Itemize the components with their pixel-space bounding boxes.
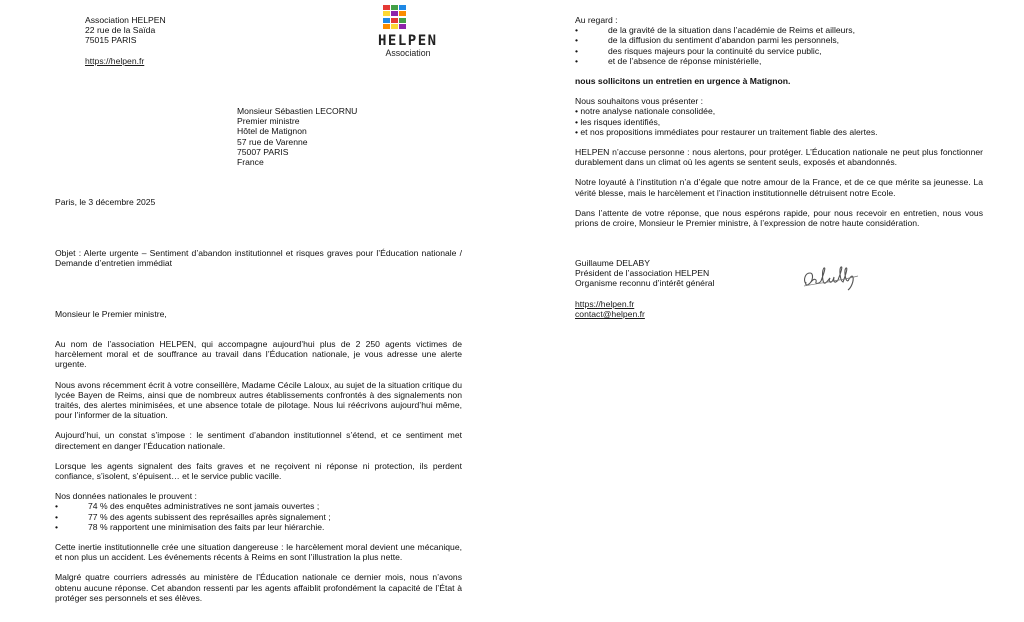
recipient-line: 57 rue de Varenne — [237, 136, 308, 147]
regard-text: de la diffusion du sentiment d’abandon parmi les personnels, — [608, 35, 840, 46]
recipient-address — [237, 106, 357, 167]
signatory-website-link[interactable]: https://helpen.fr — [575, 298, 635, 309]
stat-list-item — [55, 501, 462, 511]
sender-street: 22 rue de la Saïda — [85, 25, 156, 36]
handwritten-signature — [800, 264, 862, 292]
signatory-status: Organisme reconnu d’intérêt général — [575, 278, 715, 289]
regard-list-item — [575, 56, 983, 66]
letter-body-left — [55, 339, 462, 603]
bullet: • — [55, 501, 59, 512]
regard-intro: Au regard : — [575, 15, 618, 25]
stat-list-item — [55, 512, 462, 522]
regard-text: de la gravité de la situation dans l’académie de Reims et ailleurs, — [608, 25, 855, 36]
stat-text: 74 % des enquêtes administratives ne sont jamais ouvertes ; — [88, 501, 320, 512]
regard-list-item — [575, 35, 983, 45]
bullet: • — [55, 521, 59, 532]
helpen-logo — [378, 4, 442, 58]
bullet: • — [575, 35, 579, 46]
bullet: • — [575, 55, 579, 66]
logo-subtitle: Association — [385, 48, 431, 58]
logo-title: HELPEN — [378, 33, 438, 49]
present-list-item: • les risques identifiés, — [575, 116, 661, 127]
salutation: Monsieur le Premier ministre, — [55, 309, 167, 319]
sender-city: 75015 PARIS — [85, 35, 137, 46]
body-paragraph: HELPEN n’accuse personne : nous alertons, pour protéger. L’Éducation nationale ne peut plus fonctionner durablement dans un climat où les agents se sentent seuls, exposés et abandonnés. — [575, 146, 983, 168]
regard-list-item — [575, 25, 983, 35]
stat-text: 78 % rapportent une minimisation des faits par leur hiérarchie. — [88, 521, 325, 532]
signatory-name: Guillaume DELABY — [575, 258, 650, 268]
letter-body-right — [575, 15, 983, 228]
body-paragraph: Au nom de l’association HELPEN, qui accompagne aujourd’hui plus de 2 250 agents victimes de harcèlement moral et de souffrance au travail dans l’Éducation nationale, je vous adresse une alerte urgente. — [55, 339, 462, 370]
stat-list-item — [55, 522, 462, 532]
bullet: • — [55, 511, 59, 522]
logo-mark-icon — [382, 4, 408, 30]
recipient-line: France — [237, 157, 264, 168]
sender-website-link[interactable]: https://helpen.fr — [85, 55, 145, 66]
body-paragraph: Cette inertie institutionnelle crée une situation dangereuse : le harcèlement moral devient une mécanique, et non plus un accident. Les événements récents à Reims en sont l’illustration la plus nette. — [55, 542, 462, 563]
recipient-line: 75007 PARIS — [237, 146, 289, 157]
bullet: • — [575, 25, 579, 36]
body-paragraph: Aujourd’hui, un constat s’impose : le sentiment d’abandon institutionnel s’étend, et ce sentiment met directement en danger l’Éducation nationale. — [55, 430, 462, 451]
signatory-role: Président de l’association HELPEN — [575, 268, 710, 279]
present-list-item: • notre analyse nationale consolidée, — [575, 106, 716, 117]
regard-list-item — [575, 46, 983, 56]
body-paragraph: Nous avons récemment écrit à votre conseillère, Madame Cécile Laloux, au sujet de la situation critique du lycée Bayen de Reims, ainsi que de nombreux autres établissements confrontés à des signalements non traités, des alertes minimisées, et une absence totale de pilotage. Nous lui réécrivons aujourd’hui même, pour l’informer de la situation. — [55, 379, 462, 421]
bullet: • — [575, 45, 579, 56]
regard-text: et de l’absence de réponse ministérielle, — [608, 55, 762, 66]
recipient-line: Monsieur Sébastien LECORNU — [237, 106, 358, 116]
recipient-line: Hôtel de Matignon — [237, 126, 307, 137]
data-intro: Nos données nationales le prouvent : — [55, 491, 197, 502]
sender-address — [85, 15, 166, 66]
present-list-item: • et nos propositions immédiates pour restaurer un traitement fiable des alertes. — [575, 126, 878, 137]
body-paragraph: Lorsque les agents signalent des faits graves et ne reçoivent ni réponse ni protection, ils perdent confiance, s’isolent, s’épuisent… et le service public vacille. — [55, 460, 462, 482]
recipient-line: Premier ministre — [237, 116, 300, 127]
body-paragraph: Dans l’attente de votre réponse, que nous espérons rapide, pour nous recevoir en entretien, nous vous prions de croire, Monsieur le Premier ministre, à l’expression de notre haute considération. — [575, 207, 983, 228]
sender-name: Association HELPEN — [85, 15, 166, 25]
body-paragraph: Malgré quatre courriers adressés au ministère de l’Éducation nationale ce dernier mois, nous n’avons obtenu aucune réponse. Cet abandon ressenti par les agents affaiblit profondément la capacité de l’État à protéger ses personnels et ses élèves. — [55, 572, 462, 603]
interview-request: nous sollicitons un entretien en urgence à Matignon. — [575, 75, 791, 86]
signatory-email-link[interactable]: contact@helpen.fr — [575, 308, 645, 319]
body-paragraph: Notre loyauté à l’institution n’a d’égale que notre amour de la France, et de ce que mérite sa jeunesse. La vérité blesse, mais le harcèlement et l’inaction institutionnelle détruisent notre Ecole. — [575, 177, 983, 198]
letter-subject: Objet : Alerte urgente – Sentiment d’abandon institutionnel et risques graves pour l’Éducation nationale / Demande d’entretien immédiat — [55, 248, 462, 269]
signature-block — [575, 258, 715, 319]
letter-date: Paris, le 3 décembre 2025 — [55, 197, 156, 207]
present-intro: Nous souhaitons vous présenter : — [575, 96, 704, 107]
stat-text: 77 % des agents subissent des représailles après signalement ; — [88, 511, 331, 522]
regard-text: des risques majeurs pour la continuité du service public, — [608, 45, 822, 56]
